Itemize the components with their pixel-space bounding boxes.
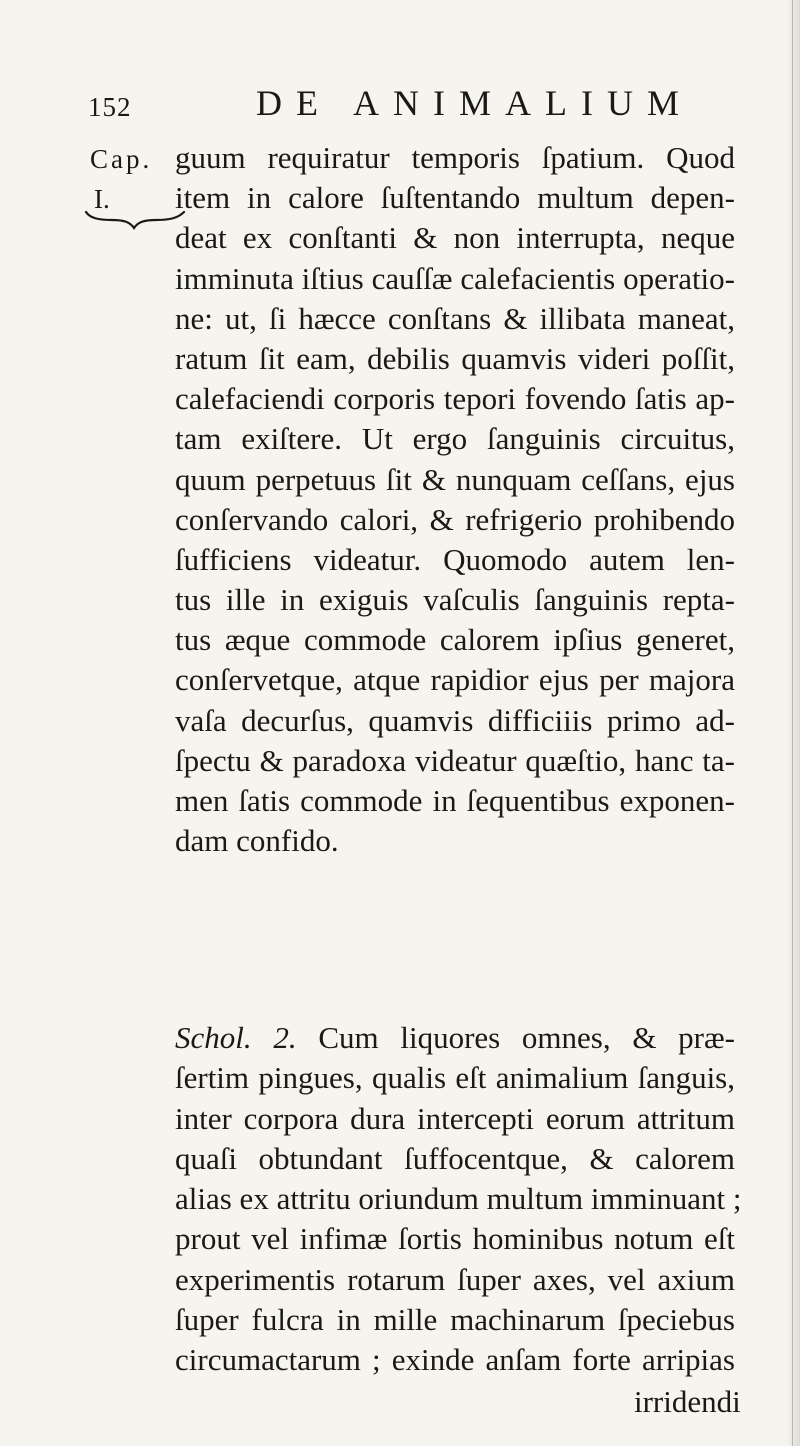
running-head-title: DE ANIMALIUM: [256, 83, 693, 123]
text-line: ratum ſit eam, debilis quamvis videri poſſit,: [175, 340, 735, 376]
main-paragraph: [175, 138, 735, 861]
text-line: alias ex attritu oriundum multum imminuant ;: [175, 1181, 742, 1217]
text-line: ſuper fulcra in mille machinarum ſpeciebus: [175, 1302, 735, 1338]
text-line: inter corpora dura intercepti eorum attritum: [175, 1100, 735, 1136]
text-line: experimentis rotarum ſuper axes, vel axium: [175, 1261, 735, 1297]
text-line: ſufficiens videatur. Quomodo autem len-: [175, 541, 735, 577]
chapter-label: Cap.: [90, 144, 153, 174]
scholium-first-text: Cum liquores omnes, & præ-: [318, 1020, 735, 1055]
text-line: deat ex conſtanti & non interrupta, neque: [175, 220, 735, 256]
text-line: calefaciendi corporis tepori fovendo ſatis ap-: [175, 381, 735, 417]
text-line: ſpectu & paradoxa videatur quæſtio, hanc ta-: [175, 742, 735, 778]
chapter-margin-note: [90, 139, 170, 219]
paragraph-last-line: dam confido.: [175, 823, 339, 859]
text-line: ſertim pingues, qualis eſt animalium ſanguis,: [175, 1060, 735, 1096]
text-line: item in calore ſuſtentando multum depen-: [175, 180, 735, 216]
page-edge-line: [792, 0, 793, 1446]
text-line: circumactarum ; exinde anſam forte arripias: [175, 1342, 735, 1378]
text-line: conſervando calori, & refrigerio prohibendo: [175, 501, 735, 537]
running-header: [88, 82, 728, 128]
catchword: irridendi: [634, 1384, 741, 1419]
chapter-number: I.: [94, 184, 110, 214]
text-line: ne: ut, ſi hæcce conſtans & illibata maneat,: [175, 300, 735, 336]
page-number: 152: [88, 92, 132, 122]
text-line: imminuta iſtius cauſſæ calefacientis operatio-: [175, 260, 735, 296]
text-line: quaſi obtundant ſuffocentque, & calorem: [175, 1140, 735, 1176]
text-line: men ſatis commode in ſequentibus exponen-: [175, 783, 735, 818]
scholium-paragraph: [175, 1018, 742, 1381]
text-line: tam exiſtere. Ut ergo ſanguinis circuitus,: [175, 421, 735, 457]
margin-brace-icon: [84, 208, 186, 232]
text-line: prout vel infimæ ſortis hominibus notum eſt: [175, 1221, 735, 1257]
scholium-label: Schol. 2.: [175, 1020, 297, 1055]
text-line: vaſa decurſus, quamvis difficiiis primo ad-: [175, 702, 735, 738]
text-line: guum requiratur temporis ſpatium. Quod: [175, 140, 735, 175]
text-line: tus æque commode calorem ipſius generet,: [175, 622, 735, 658]
scholium-first-line: [175, 1018, 735, 1058]
text-line: conſervetque, atque rapidior ejus per majora: [175, 662, 735, 698]
text-line: quum perpetuus ſit & nunquam ceſſans, ejus: [175, 461, 735, 497]
page-edge-shadow: [786, 0, 800, 1446]
text-line: tus ille in exiguis vaſculis ſanguinis repta-: [175, 582, 735, 618]
